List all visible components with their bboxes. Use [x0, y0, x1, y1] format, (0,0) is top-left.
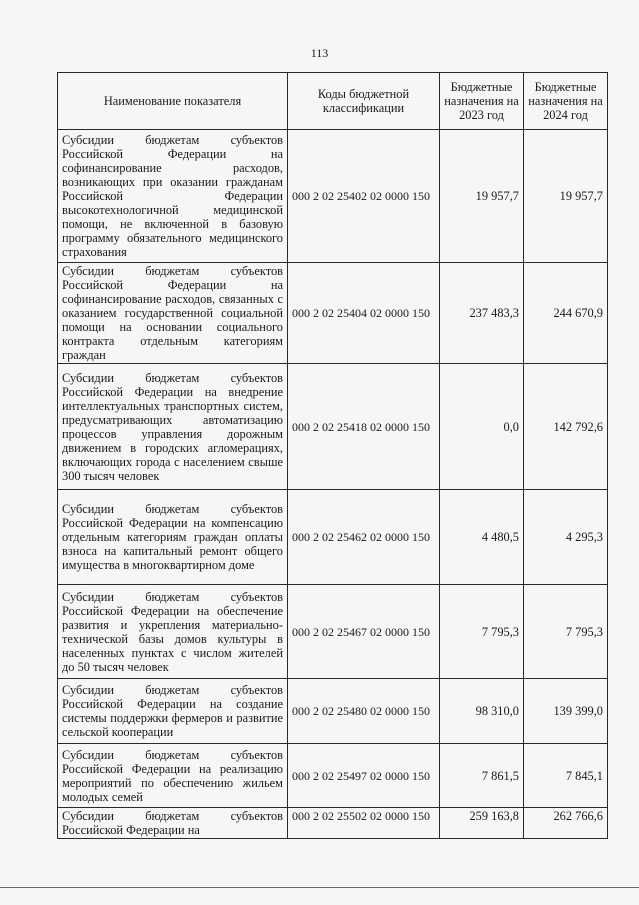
- indicator-name: Субсидии бюджетам субъектов Российской Федерации на: [58, 808, 288, 839]
- amount-2024: 244 670,9: [524, 263, 608, 364]
- amount-2024: 262 766,6: [524, 808, 608, 839]
- indicator-name: Субсидии бюджетам субъектов Российской Федерации на софинансирование расходов, связанных с оказанием государственной социальной помощи на основании социального контракта отдельным категориям граждан: [58, 263, 288, 364]
- amount-2023: 4 480,5: [440, 490, 524, 585]
- amount-2023: 0,0: [440, 364, 524, 490]
- header-indicator-name: Наименование показателя: [58, 73, 288, 130]
- header-budget-2024: Бюджетные назначения на 2024 год: [524, 73, 608, 130]
- budget-code: 000 2 02 25402 02 0000 150: [288, 130, 440, 263]
- table-row: [58, 130, 608, 263]
- page-number: 113: [310, 46, 329, 60]
- indicator-name: Субсидии бюджетам субъектов Российской Федерации на компенсацию отдельным категориям граждан оплаты взноса на капитальный ремонт общего имущества в многоквартирном доме: [58, 490, 288, 585]
- budget-code: 000 2 02 25502 02 0000 150: [288, 808, 440, 839]
- table-row: [58, 808, 608, 839]
- budget-code: 000 2 02 25497 02 0000 150: [288, 744, 440, 808]
- amount-2023: 19 957,7: [440, 130, 524, 263]
- budget-code: 000 2 02 25467 02 0000 150: [288, 585, 440, 679]
- amount-2024: 4 295,3: [524, 490, 608, 585]
- amount-2023: 237 483,3: [440, 263, 524, 364]
- indicator-name: Субсидии бюджетам субъектов Российской Федерации на софинансирование расходов, возникающих при оказании гражданам Российской Федерации высокотехнологичной медицинской помощи, не включенной в базовую программу обязательного медицинского страхования: [58, 130, 288, 263]
- amount-2024: 19 957,7: [524, 130, 608, 263]
- amount-2023: 7 861,5: [440, 744, 524, 808]
- amount-2024: 7 795,3: [524, 585, 608, 679]
- page-bottom-edge: [0, 887, 639, 888]
- indicator-name: Субсидии бюджетам субъектов Российской Федерации на создание системы поддержки фермеров и развитие сельской кооперации: [58, 679, 288, 744]
- table-row: [58, 744, 608, 808]
- header-budget-codes: Коды бюджетной классификации: [288, 73, 440, 130]
- budget-code: 000 2 02 25418 02 0000 150: [288, 364, 440, 490]
- amount-2024: 7 845,1: [524, 744, 608, 808]
- indicator-name: Субсидии бюджетам субъектов Российской Федерации на внедрение интеллектуальных транспортных систем, предусматривающих автоматизацию процессов управления дорожным движением в городских агломерациях, включающих города с населением свыше 300 тысяч человек: [58, 364, 288, 490]
- amount-2023: 7 795,3: [440, 585, 524, 679]
- table-row: [58, 585, 608, 679]
- amount-2024: 139 399,0: [524, 679, 608, 744]
- amount-2023: 259 163,8: [440, 808, 524, 839]
- table-row: [58, 679, 608, 744]
- table-row: [58, 364, 608, 490]
- amount-2024: 142 792,6: [524, 364, 608, 490]
- table-row: [58, 490, 608, 585]
- indicator-name: Субсидии бюджетам субъектов Российской Федерации на реализацию мероприятий по обеспечению жильем молодых семей: [58, 744, 288, 808]
- table-header-row: [58, 73, 608, 130]
- amount-2023: 98 310,0: [440, 679, 524, 744]
- budget-table: [57, 72, 608, 839]
- budget-code: 000 2 02 25462 02 0000 150: [288, 490, 440, 585]
- budget-code: 000 2 02 25404 02 0000 150: [288, 263, 440, 364]
- table-row: [58, 263, 608, 364]
- budget-code: 000 2 02 25480 02 0000 150: [288, 679, 440, 744]
- indicator-name: Субсидии бюджетам субъектов Российской Федерации на обеспечение развития и укрепления материально-технической базы домов культуры в населенных пунктах с числом жителей до 50 тысяч человек: [58, 585, 288, 679]
- header-budget-2023: Бюджетные назначения на 2023 год: [440, 73, 524, 130]
